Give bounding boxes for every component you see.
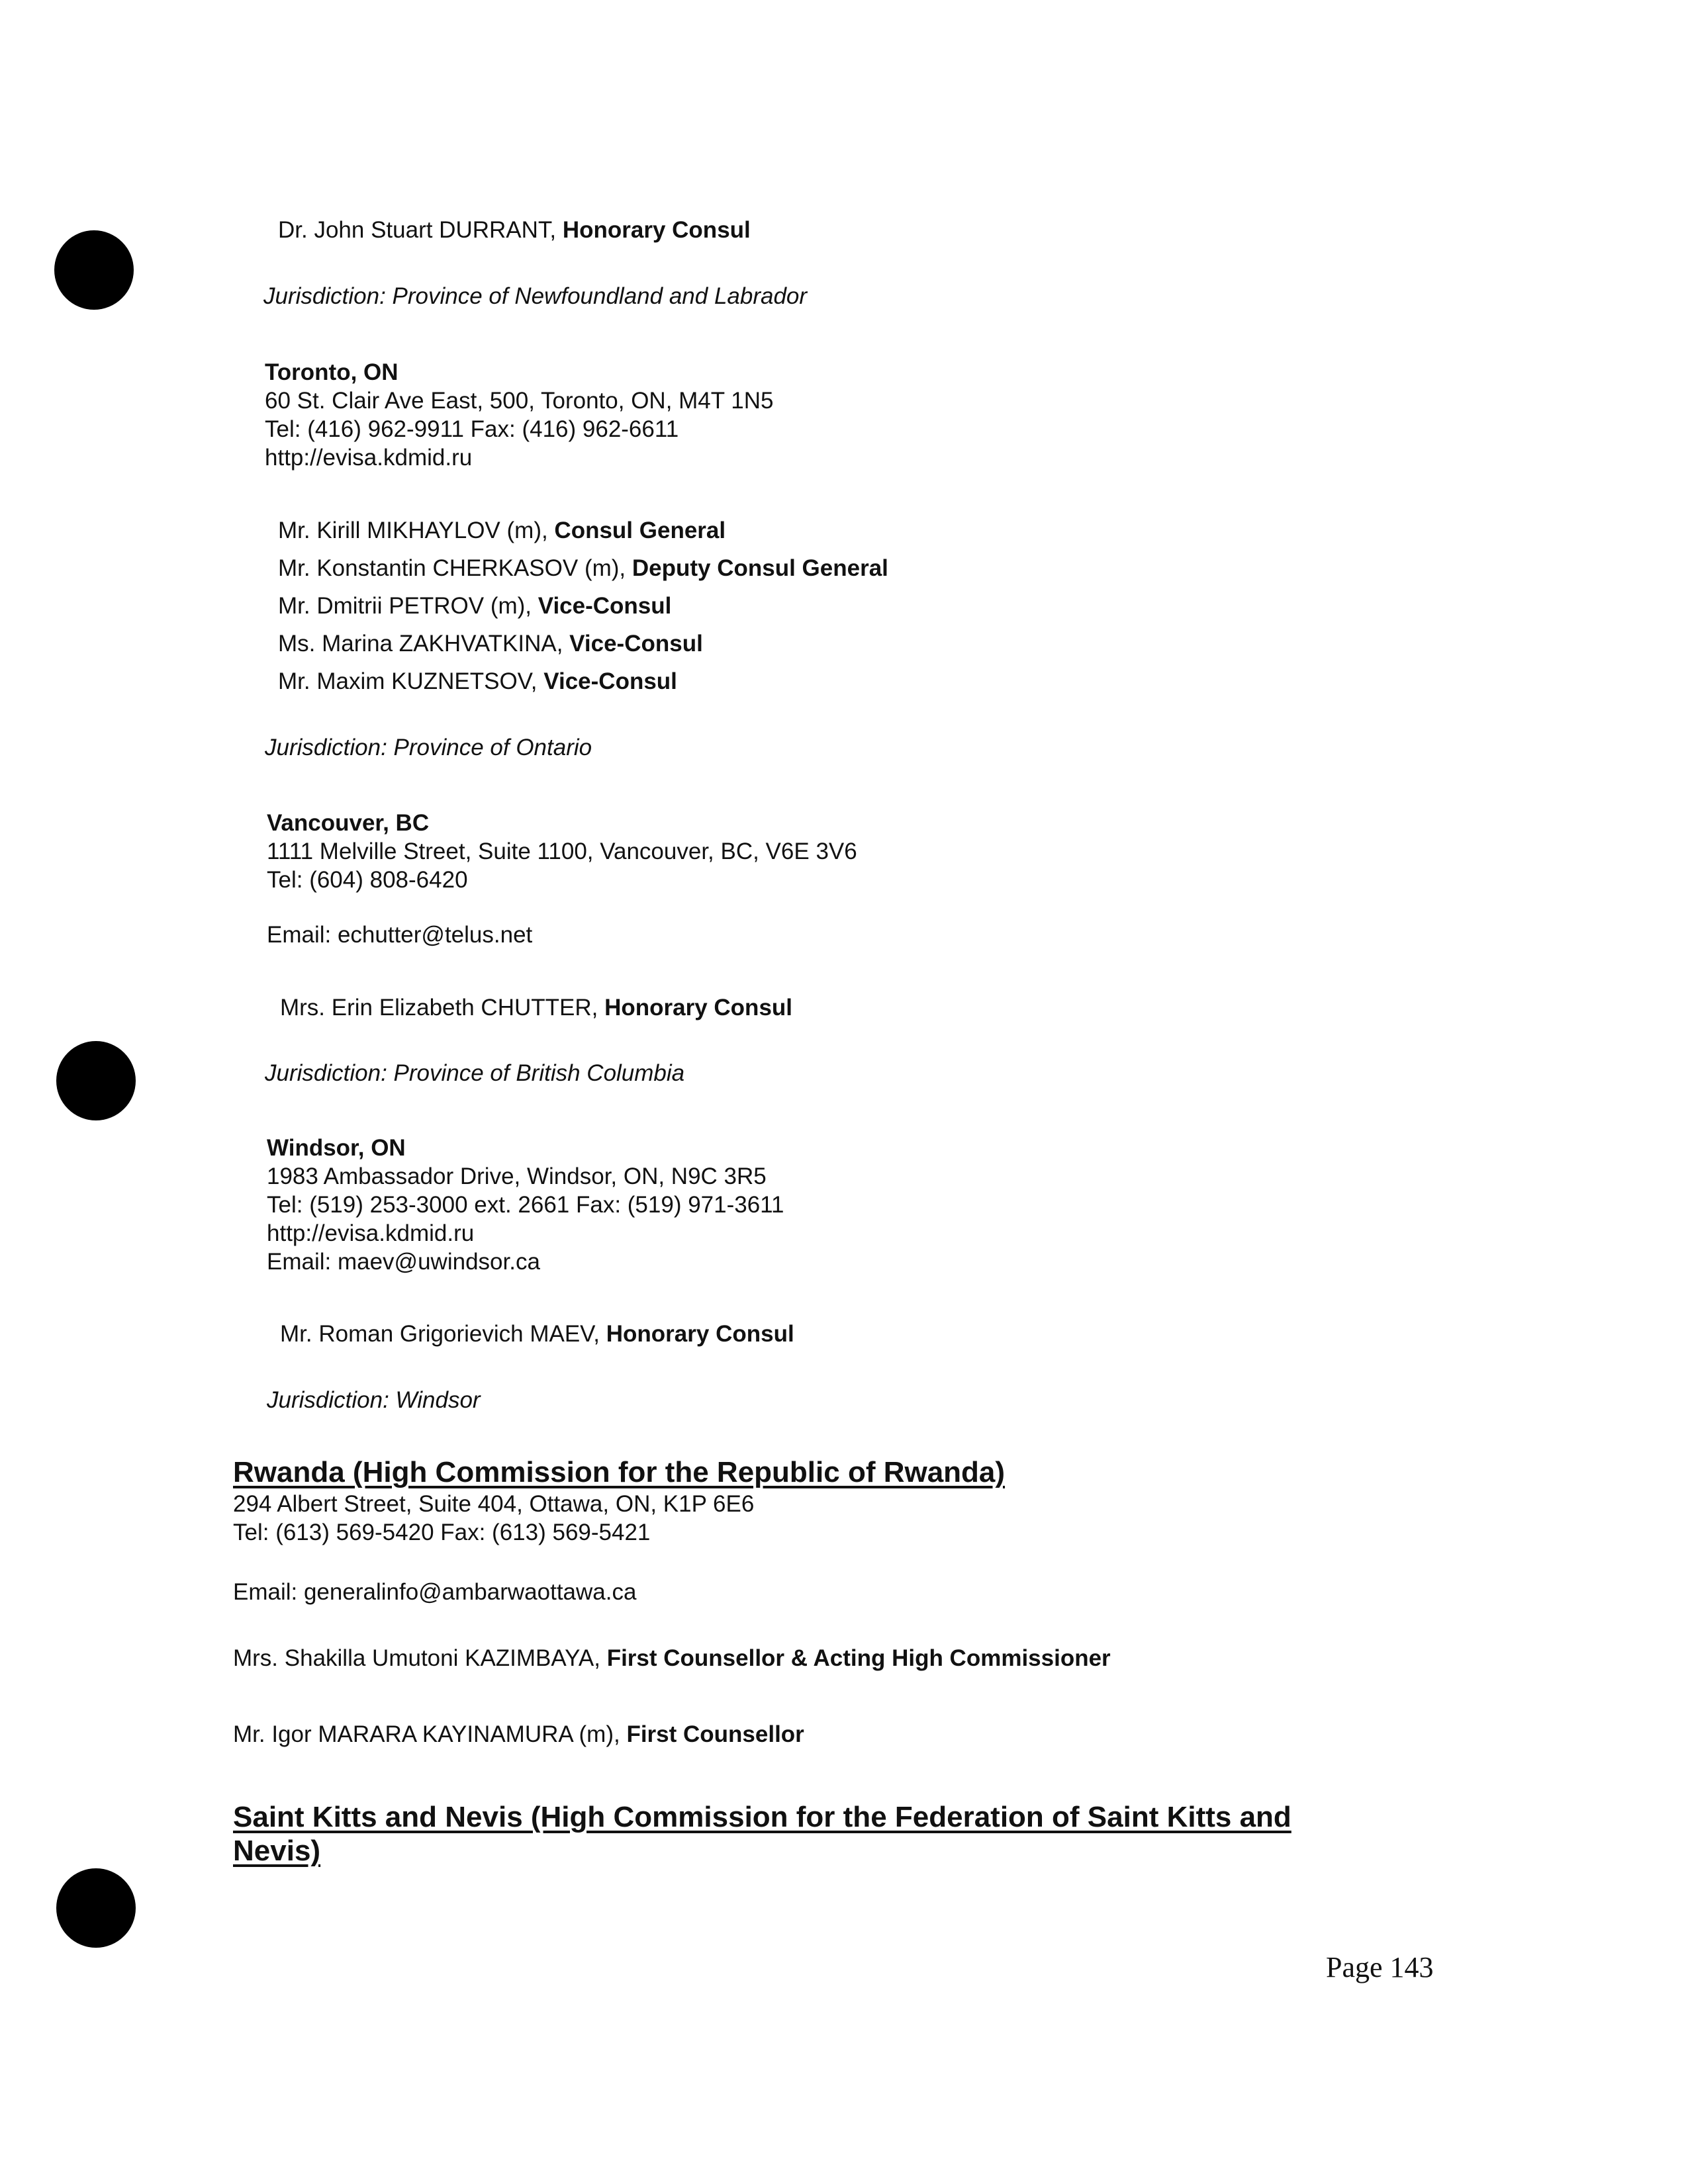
official-zakhvatkina — [278, 629, 703, 659]
official-title: First Counsellor — [626, 1721, 804, 1747]
official-name: Dr. John Stuart DURRANT, — [278, 217, 563, 243]
city-toronto: Toronto, ON — [265, 359, 399, 385]
tel-fax-windsor: Tel: (519) 253-3000 ext. 2661 Fax: (519) 971-3611 — [267, 1192, 784, 1218]
email-vancouver: Email: echutter@telus.net — [267, 922, 533, 948]
official-kazimbaya — [233, 1644, 1111, 1673]
official-name: Mr. Dmitrii PETROV (m), — [278, 593, 538, 619]
jurisdiction-newfoundland: Jurisdiction: Province of Newfoundland and Labrador — [263, 283, 808, 309]
country-heading-rwanda: Rwanda (High Commission for the Republic of Rwanda) — [233, 1456, 1006, 1488]
binder-hole-top — [54, 230, 134, 310]
tel-vancouver: Tel: (604) 808-6420 — [267, 867, 468, 893]
official-mikhaylov — [278, 516, 726, 545]
jurisdiction-ontario: Jurisdiction: Province of Ontario — [265, 735, 592, 760]
official-title: Honorary Consul — [604, 995, 793, 1021]
address-windsor: 1983 Ambassador Drive, Windsor, ON, N9C 3R5 — [267, 1163, 767, 1189]
official-cherkasov — [278, 554, 888, 583]
official-title: Vice-Consul — [569, 631, 703, 657]
official-kuznetsov — [278, 667, 677, 696]
city-vancouver: Vancouver, BC — [267, 810, 430, 836]
website-windsor: http://evisa.kdmid.ru — [267, 1220, 475, 1246]
city-windsor: Windsor, ON — [267, 1135, 406, 1161]
official-name: Mr. Konstantin CHERKASOV (m), — [278, 555, 632, 581]
official-marara-kayinamura — [233, 1720, 804, 1749]
official-durrant — [278, 216, 751, 245]
address-vancouver: 1111 Melville Street, Suite 1100, Vancouver, BC, V6E 3V6 — [267, 839, 857, 864]
address-toronto: 60 St. Clair Ave East, 500, Toronto, ON, M4T 1N5 — [265, 388, 774, 414]
official-title: First Counsellor & Acting High Commissioner — [606, 1645, 1111, 1671]
official-maev — [280, 1320, 794, 1349]
binder-hole-middle — [56, 1041, 136, 1120]
official-name: Mrs. Erin Elizabeth CHUTTER, — [280, 995, 605, 1021]
official-chutter — [280, 993, 792, 1023]
page-number: Page 143 — [1326, 1951, 1434, 1983]
email-rwanda: Email: generalinfo@ambarwaottawa.ca — [233, 1579, 637, 1605]
jurisdiction-windsor: Jurisdiction: Windsor — [267, 1387, 481, 1413]
official-name: Mr. Igor MARARA KAYINAMURA (m), — [233, 1721, 627, 1747]
country-heading-saint-kitts-line2: Nevis) — [233, 1835, 321, 1867]
official-name: Mrs. Shakilla Umutoni KAZIMBAYA, — [233, 1645, 607, 1671]
binder-hole-bottom — [56, 1868, 136, 1948]
address-rwanda: 294 Albert Street, Suite 404, Ottawa, ON, K1P 6E6 — [233, 1491, 755, 1517]
tel-fax-rwanda: Tel: (613) 569-5420 Fax: (613) 569-5421 — [233, 1520, 651, 1545]
tel-fax-toronto: Tel: (416) 962-9911 Fax: (416) 962-6611 — [265, 416, 679, 442]
official-title: Vice-Consul — [543, 668, 677, 694]
official-petrov — [278, 592, 671, 621]
official-name: Ms. Marina ZAKHVATKINA, — [278, 631, 570, 657]
official-title: Consul General — [554, 518, 726, 543]
official-name: Mr. Maxim KUZNETSOV, — [278, 668, 544, 694]
email-windsor: Email: maev@uwindsor.ca — [267, 1249, 540, 1275]
official-title: Honorary Consul — [562, 217, 751, 243]
country-heading-saint-kitts-line1: Saint Kitts and Nevis (High Commission for the Federation of Saint Kitts and — [233, 1801, 1291, 1833]
official-title: Vice-Consul — [538, 593, 672, 619]
official-title: Deputy Consul General — [632, 555, 888, 581]
website-toronto: http://evisa.kdmid.ru — [265, 445, 473, 471]
official-name: Mr. Roman Grigorievich MAEV, — [280, 1321, 606, 1347]
official-title: Honorary Consul — [606, 1321, 794, 1347]
official-name: Mr. Kirill MIKHAYLOV (m), — [278, 518, 555, 543]
jurisdiction-british-columbia: Jurisdiction: Province of British Columbia — [265, 1060, 685, 1086]
